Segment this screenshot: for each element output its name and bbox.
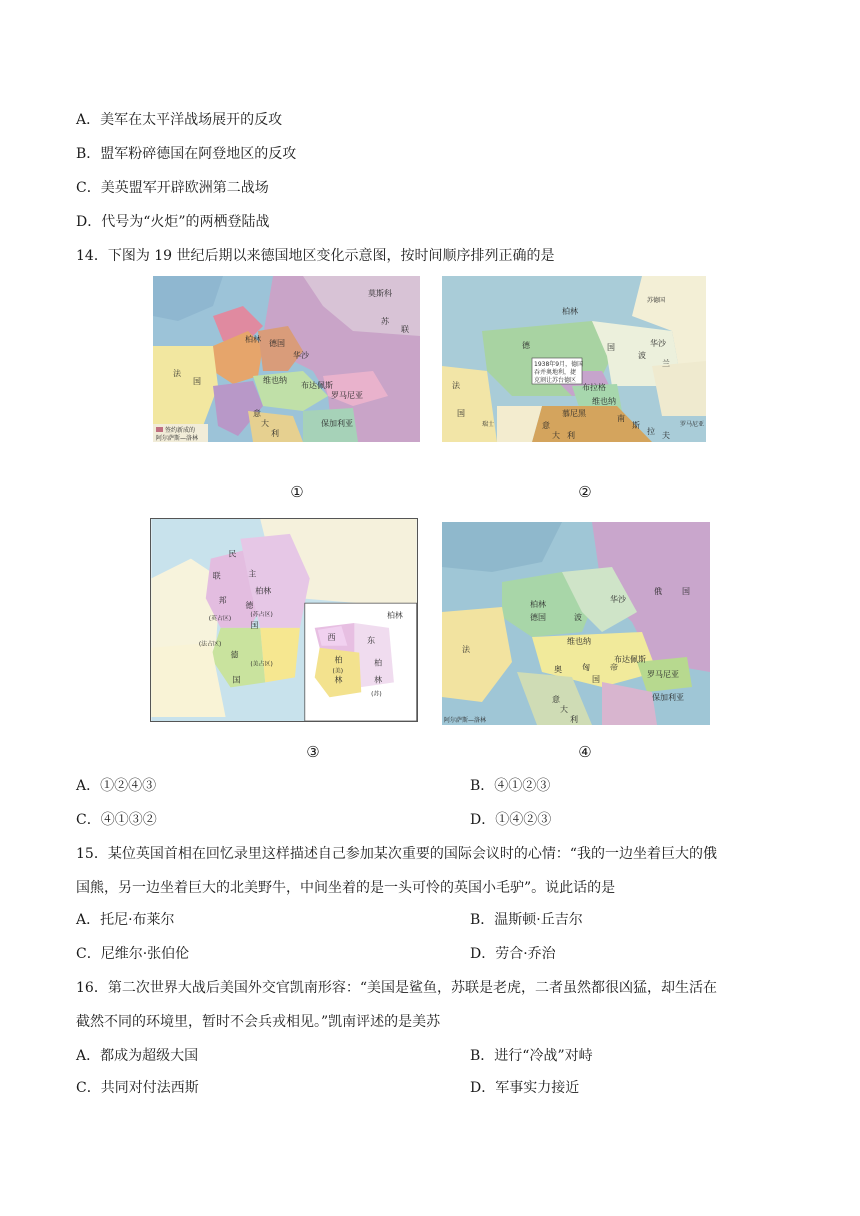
map-4 <box>442 522 710 725</box>
svg-text:德: 德 <box>230 650 239 660</box>
svg-text:保加利亚: 保加利亚 <box>652 693 684 702</box>
svg-text:德: 德 <box>245 601 254 611</box>
svg-text:法: 法 <box>462 645 470 654</box>
svg-text:利: 利 <box>570 715 578 724</box>
svg-text:南: 南 <box>617 414 625 423</box>
q14-option-d: D．①④②③ <box>470 812 552 828</box>
svg-text:意: 意 <box>253 409 261 418</box>
svg-text:国: 国 <box>457 409 465 418</box>
svg-text:意: 意 <box>542 421 550 430</box>
svg-text:(苏占区): (苏占区) <box>250 611 273 619</box>
q13-option-c: C．美英盟军开辟欧洲第二战场 <box>76 180 269 196</box>
q15-option-d: D．劳合·乔治 <box>470 946 556 962</box>
svg-text:联: 联 <box>401 325 409 334</box>
svg-text:法: 法 <box>452 381 460 390</box>
svg-text:意: 意 <box>552 695 560 704</box>
svg-text:国: 国 <box>592 675 600 684</box>
map-3-image <box>151 519 417 721</box>
q13-option-d: D．代号为“火炬”的两栖登陆战 <box>76 214 270 230</box>
q14-option-c: C．④①③② <box>76 812 157 828</box>
svg-text:德国: 德国 <box>530 613 546 622</box>
svg-text:主: 主 <box>248 569 257 579</box>
map-1 <box>153 276 420 442</box>
svg-text:匈: 匈 <box>582 663 590 672</box>
q15-stem-line-2: 国熊，另一边坐着巨大的北美野牛，中间坐着的是一头可怜的英国小毛驴”。说此话的是 <box>76 880 616 896</box>
map-1-caption: ① <box>290 483 304 501</box>
svg-text:斯: 斯 <box>632 421 640 430</box>
q16-option-b: B．进行“冷战”对峙 <box>470 1048 593 1064</box>
map-3 <box>150 518 418 722</box>
map-2-image <box>442 276 706 442</box>
svg-text:波: 波 <box>574 613 582 622</box>
svg-text:慕尼黑: 慕尼黑 <box>562 409 586 418</box>
svg-text:柏: 柏 <box>334 655 343 665</box>
svg-text:吞并奥地利，捷: 吞并奥地利，捷 <box>534 369 577 376</box>
svg-text:利: 利 <box>567 431 575 440</box>
map-1-image <box>153 276 420 442</box>
svg-text:兰: 兰 <box>662 359 670 368</box>
q16-option-a: A．都成为超级大国 <box>76 1048 199 1064</box>
svg-text:国: 国 <box>232 675 241 685</box>
q16-option-d: D．军事实力接近 <box>470 1080 580 1096</box>
svg-text:华沙: 华沙 <box>293 351 309 360</box>
svg-text:国: 国 <box>682 587 690 596</box>
svg-text:苏德国: 苏德国 <box>647 297 666 304</box>
q13-option-a: A．美军在太平洋战场展开的反攻 <box>76 112 283 128</box>
svg-text:罗马尼亚: 罗马尼亚 <box>647 670 679 679</box>
svg-text:华沙: 华沙 <box>650 339 666 348</box>
svg-text:东: 东 <box>367 635 376 645</box>
svg-text:俄: 俄 <box>654 587 662 596</box>
svg-text:罗马尼亚: 罗马尼亚 <box>331 391 363 400</box>
svg-text:苏: 苏 <box>381 317 389 326</box>
svg-text:(英占区): (英占区) <box>208 615 232 622</box>
svg-text:(美占区): (美占区) <box>250 660 273 668</box>
svg-text:国: 国 <box>607 343 615 352</box>
svg-text:柏林: 柏林 <box>245 335 261 344</box>
svg-text:(苏): (苏) <box>371 690 382 698</box>
svg-text:柏林: 柏林 <box>562 307 578 316</box>
svg-text:大: 大 <box>560 705 568 714</box>
svg-text:瑞士: 瑞士 <box>482 421 495 428</box>
svg-text:奥: 奥 <box>554 665 562 674</box>
svg-text:布拉格: 布拉格 <box>582 383 606 392</box>
svg-text:柏林: 柏林 <box>386 611 403 621</box>
map-2 <box>442 276 706 442</box>
svg-text:布达佩斯: 布达佩斯 <box>301 381 333 390</box>
svg-text:林: 林 <box>334 675 343 685</box>
q16-option-c: C．共同对付法西斯 <box>76 1080 199 1096</box>
q15-stem-line-1: 15．某位英国首相在回忆录里这样描述自己参加某次重要的国际会议时的心情：“我的一边坐着巨大的俄 <box>76 846 717 862</box>
svg-text:邦: 邦 <box>218 596 227 606</box>
svg-text:波: 波 <box>638 351 646 360</box>
map-2-caption: ② <box>578 483 592 501</box>
svg-text:保加利亚: 保加利亚 <box>321 419 353 428</box>
svg-text:(法占区): (法占区) <box>198 640 222 648</box>
q16-stem-line-2: 截然不同的环境里，暂时不会兵戎相见。”凯南评述的是美苏 <box>76 1014 441 1030</box>
svg-text:法: 法 <box>173 369 181 378</box>
q15-option-a: A．托尼·布莱尔 <box>76 912 175 928</box>
svg-text:华沙: 华沙 <box>610 595 626 604</box>
svg-text:帝: 帝 <box>610 663 618 672</box>
q13-option-b: B．盟军粉碎德国在阿登地区的反攻 <box>76 146 297 162</box>
svg-text:大: 大 <box>261 419 269 428</box>
q15-option-c: C．尼维尔·张伯伦 <box>76 946 190 962</box>
svg-text:国: 国 <box>193 377 201 386</box>
map-4-image <box>442 522 710 725</box>
svg-text:维也纳: 维也纳 <box>567 637 591 646</box>
svg-text:林: 林 <box>374 675 383 685</box>
svg-text:罗马尼亚: 罗马尼亚 <box>680 421 705 428</box>
svg-text:柏: 柏 <box>374 658 383 668</box>
svg-text:拉: 拉 <box>647 427 655 436</box>
svg-text:(美): (美) <box>332 667 344 675</box>
svg-text:联: 联 <box>212 571 221 581</box>
svg-text:阿尔萨斯—洛林: 阿尔萨斯—洛林 <box>156 435 199 442</box>
q14-option-a: A．①②④③ <box>76 778 157 794</box>
q14-stem: 14．下图为 19 世纪后期以来德国地区变化示意图，按时间顺序排列正确的是 <box>76 248 555 264</box>
svg-text:德国: 德国 <box>269 339 285 348</box>
svg-text:民: 民 <box>228 549 237 559</box>
svg-text:西: 西 <box>327 632 336 642</box>
q16-stem-line-1: 16．第二次世界大战后美国外交官凯南形容：“美国是鲨鱼，苏联是老虎，二者虽然都很凶猛，却生活在 <box>76 980 717 996</box>
svg-text:阿尔萨斯—洛林: 阿尔萨斯—洛林 <box>444 717 487 724</box>
svg-text:大: 大 <box>552 431 560 440</box>
svg-text:1938年9月，德国: 1938年9月，德国 <box>534 361 584 368</box>
q14-option-b: B．④①②③ <box>470 778 551 794</box>
svg-text:柏林: 柏林 <box>530 600 546 609</box>
svg-text:布达佩斯: 布达佩斯 <box>614 655 646 664</box>
svg-text:德: 德 <box>522 341 530 350</box>
svg-text:维也纳: 维也纳 <box>592 397 616 406</box>
svg-text:签约新成的: 签约新成的 <box>165 427 196 434</box>
svg-text:柏林: 柏林 <box>255 586 272 596</box>
svg-text:夫: 夫 <box>662 431 670 440</box>
map-4-caption: ④ <box>578 743 592 761</box>
svg-text:利: 利 <box>271 429 279 438</box>
svg-text:维也纳: 维也纳 <box>263 376 287 385</box>
svg-text:国: 国 <box>250 620 259 630</box>
q15-option-b: B．温斯顿·丘吉尔 <box>470 912 583 928</box>
svg-text:莫斯科: 莫斯科 <box>368 289 392 298</box>
svg-text:克割让苏台德区: 克割让苏台德区 <box>534 377 577 384</box>
map-3-caption: ③ <box>306 743 320 761</box>
